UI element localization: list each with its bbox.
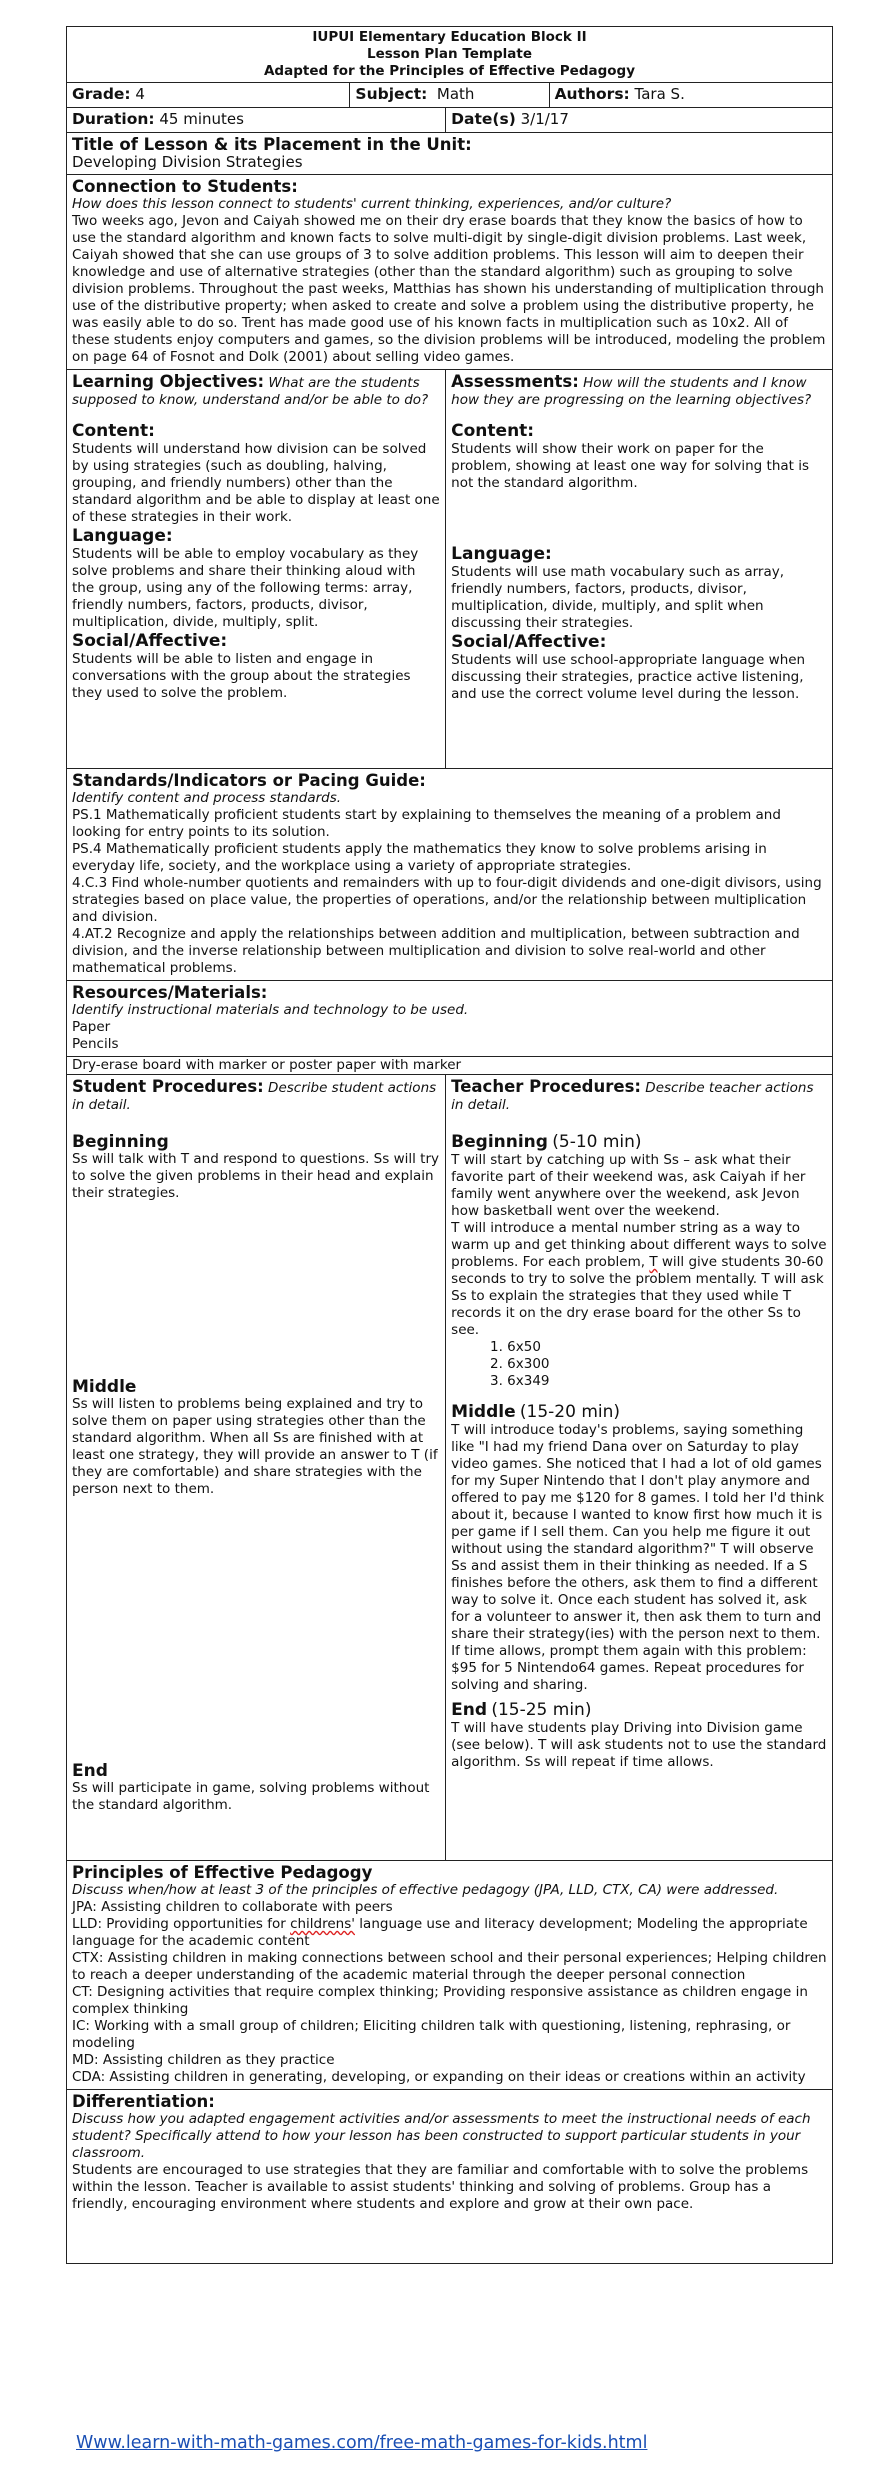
- assessments-language-label: Language:: [451, 544, 552, 564]
- lesson-title-cell: [67, 133, 833, 175]
- duration-value: 45 minutes: [159, 110, 244, 128]
- student-procedures-prompt: Describe student actions in detail.: [72, 1080, 437, 1113]
- standards-heading: Standards/Indicators or Pacing Guide:: [72, 771, 426, 790]
- pedagogy-cell: [67, 1861, 833, 2090]
- teacher-beginning-p1: T will start by catching up with Ss – ask what their favorite part of their weekend was, ask Caiyah if her family went anywhere over the weekend, ask Jevon how basketball went over the weekend.: [451, 1152, 806, 1219]
- lesson-title-value: Developing Division Strategies: [72, 153, 303, 171]
- resource-item: Pencils: [72, 1036, 119, 1052]
- differentiation-prompt: Discuss how you adapted engagement activities and/or assessments to meet the instructional needs of each student? Specifically attend to how your lesson has been constructed to support particular students in your classroom.: [72, 2111, 811, 2161]
- problem-item: 3. 6x349: [507, 1373, 827, 1390]
- student-procedures-cell: [67, 1075, 446, 1861]
- subject-value: Math: [436, 85, 475, 103]
- teacher-middle-time: (15-20 min): [519, 1402, 621, 1422]
- connection-heading: Connection to Students:: [72, 177, 298, 196]
- objectives-prompt: What are the students supposed to know, understand and/or be able to do?: [72, 375, 429, 408]
- subject-label: Subject:: [355, 85, 428, 103]
- standard-item: 4.AT.2 Recognize and apply the relationships between addition and multiplication, between subtraction and division, and the inverse relationship between multiplication and division to solve real-world and other mathematical problems.: [72, 926, 800, 976]
- problem-item: 2. 6x300: [507, 1356, 827, 1373]
- grade-label: Grade:: [72, 85, 131, 103]
- grade-value: 4: [135, 85, 145, 103]
- grade-cell: [67, 83, 350, 108]
- standard-item: PS.4 Mathematically proficient students apply the mathematics they know to solve problems arising in everyday life, society, and the workplace using a variety of appropriate strategies.: [72, 841, 767, 874]
- assessments-social: Students will use school-appropriate language when discussing their strategies, practice active listening, and use the correct volume level during the lesson.: [451, 652, 806, 702]
- assessments-social-label: Social/Affective:: [451, 632, 607, 652]
- header-block: [67, 27, 833, 83]
- assessments-heading: Assessments:: [451, 372, 579, 391]
- header-line-1: IUPUI Elementary Education Block II: [312, 29, 587, 45]
- lesson-title-heading: Title of Lesson & its Placement in the Unit:: [72, 135, 472, 154]
- authors-label: Authors:: [554, 85, 630, 103]
- duration-cell: [67, 108, 446, 133]
- standard-item: 4.C.3 Find whole-number quotients and remainders with up to four-digit dividends and one-digit divisors, using strategies based on place value, the properties of operations, and/or the relationship between multiplication and division.: [72, 875, 822, 925]
- problem-list: [451, 1339, 827, 1390]
- teacher-beginning-time: (5-10 min): [552, 1132, 642, 1152]
- teacher-beginning-label: Beginning: [451, 1132, 548, 1152]
- connection-body: Two weeks ago, Jevon and Caiyah showed me on their dry erase boards that they know the basics of how to use the standard algorithm and known facts to solve multi-digit by single-digit division problems. Last week, Caiyah showed that she can use groups of 3 to solve addition problems. This lesson will aim to deepen their knowledge and use of alternative strategies (other than the standard algorithm) such as grouping to solve division problems. Throughout the past weeks, Matthias has shown his understanding of multiplication through use of the distributive property; when asked to create and solve a problem using the distributive property, he was easily able to do so. Trent has made good use of his known facts in multiplication such as 10x2. All of these students enjoy computers and games, so the division problems will be introduced, modeling the problem on page 64 of Fosnot and Dolk (2001) about selling video games.: [72, 213, 826, 365]
- student-middle: Ss will listen to problems being explained and try to solve them on paper using strategies other than the standard algorithm. When all Ss are finished with at least one strategy, they will provide an answer to T (if they are comfortable) and share strategies with the person next to them.: [72, 1396, 438, 1497]
- authors-cell: [549, 83, 832, 108]
- dates-cell: [446, 108, 833, 133]
- differentiation-heading: Differentiation:: [72, 2092, 215, 2111]
- assessments-prompt: How will the students and I know how they are progressing on the learning objectives?: [451, 375, 812, 408]
- problem-item: 1. 6x50: [507, 1339, 827, 1356]
- teacher-procedures-cell: [446, 1075, 833, 1861]
- pedagogy-heading: Principles of Effective Pedagogy: [72, 1863, 373, 1882]
- duration-label: Duration:: [72, 110, 155, 128]
- pedagogy-ic: IC: Working with a small group of children; Eliciting children talk with questioning, listening, rephrasing, or modeling: [72, 2018, 791, 2051]
- student-beginning-label: Beginning: [72, 1132, 169, 1152]
- teacher-beginning-p2: T will introduce a mental number string as a way to warm up and get thinking about different ways to solve problems. For each problem, T will give students 30-60 seconds to try to solve the problem mentally. T will ask Ss to explain the strategies that they used while T records it on the dry erase board for the other Ss to see.: [451, 1220, 827, 1338]
- objectives-social: Students will be able to listen and engage in conversations with the group about the strategies they used to solve the problem.: [72, 651, 411, 701]
- objectives-content-label: Content:: [72, 421, 155, 441]
- resources-heading: Resources/Materials:: [72, 983, 268, 1002]
- resources-cell: [67, 981, 833, 1057]
- pedagogy-jpa: JPA: Assisting children to collaborate with peers: [72, 1899, 393, 1915]
- objectives-social-label: Social/Affective:: [72, 631, 228, 651]
- connection-cell: [67, 175, 833, 370]
- teacher-procedures-heading: Teacher Procedures:: [451, 1077, 641, 1096]
- objectives-content: Students will understand how division can be solved by using strategies (such as doubling, halving, grouping, and friendly numbers) other than the standard algorithm and be able to display at least one of these strategies in their work.: [72, 441, 440, 525]
- pedagogy-prompt: Discuss when/how at least 3 of the principles of effective pedagogy (JPA, LLD, CTX, CA) were addressed.: [72, 1882, 779, 1898]
- standards-cell: [67, 769, 833, 981]
- pedagogy-ct: CT: Designing activities that require complex thinking; Providing responsive assistance as children engage in complex thinking: [72, 1984, 808, 2017]
- assessments-cell: [446, 370, 833, 769]
- authors-value: Tara S.: [634, 85, 685, 103]
- footer-link[interactable]: Www.learn-with-math-games.com/free-math-games-for-kids.html: [76, 2433, 648, 2453]
- header-line-2: Lesson Plan Template: [366, 46, 532, 62]
- header-line-3: Adapted for the Principles of Effective Pedagogy: [263, 63, 635, 79]
- subject-cell: [350, 83, 549, 108]
- student-procedures-heading: Student Procedures:: [72, 1077, 264, 1096]
- teacher-end: T will have students play Driving into Division game (see below). T will ask students not to use the standard algorithm. Ss will repeat if time allows.: [451, 1720, 827, 1770]
- student-beginning: Ss will talk with T and respond to questions. Ss will try to solve the given problems in their head and explain their strategies.: [72, 1151, 439, 1201]
- resources-extra-cell: [67, 1057, 833, 1075]
- teacher-middle-label: Middle: [451, 1402, 516, 1422]
- lesson-plan-table: [66, 26, 833, 2264]
- resource-item: Paper: [72, 1019, 111, 1035]
- teacher-middle: T will introduce today's problems, saying something like "I had my friend Dana over on Saturday to play video games. She noticed that I had a lot of old games for my Super Nintendo that I don't play anymore and offered to pay me $120 for 8 games. I told her I'd think about it, because I wanted to know first how much it is per game if I sell them. Can you help me figure it out without using the standard algorithm?" T will observe Ss and assist them in their thinking as needed. If a S finishes before the others, ask them to find a different way to solve it. Once each student has solved it, ask for a volunteer to answer it, then ask them to turn and share their strategy(ies) with the person next to them. If time allows, prompt them again with this problem: $95 for 5 Nintendo64 games. Repeat procedures for solving and sharing.: [451, 1422, 825, 1693]
- standard-item: PS.1 Mathematically proficient students start by explaining to themselves the meaning of a problem and looking for entry points to its solution.: [72, 807, 781, 840]
- pedagogy-lld: LLD: Providing opportunities for childrens' language use and literacy development; Modeling the appropriate language for the academic content: [72, 1916, 808, 1949]
- standards-prompt: Identify content and process standards.: [72, 790, 342, 806]
- lesson-plan-page: [66, 26, 833, 2264]
- assessments-content-label: Content:: [451, 421, 535, 441]
- objectives-language: Students will be able to employ vocabulary as they solve problems and share their thinking aloud with the group, using any of the following terms: array, friendly numbers, factors, products, divisor, multiplication, divide, multiply, split.: [72, 546, 419, 630]
- dates-value: 3/1/17: [520, 110, 569, 128]
- assessments-content: Students will show their work on paper for the problem, showing at least one way for solving that is not the standard algorithm.: [451, 441, 810, 491]
- student-middle-block: [72, 1379, 440, 1498]
- objectives-heading: Learning Objectives:: [72, 372, 265, 391]
- objectives-cell: [67, 370, 446, 769]
- student-end-label: End: [72, 1761, 108, 1781]
- resource-extra: Dry-erase board with marker or poster paper with marker: [72, 1057, 462, 1073]
- differentiation-body: Students are encouraged to use strategies that they are familiar and comfortable with to solve the problems within the lesson. Teacher is available to assist students' thinking and solving of problems. Group has a friendly, encouraging environment where students and explore and grow at their own pace.: [72, 2162, 809, 2212]
- connection-prompt: How does this lesson connect to students' current thinking, experiences, and/or culture?: [72, 196, 672, 212]
- objectives-language-label: Language:: [72, 526, 173, 546]
- teacher-procedures-prompt: Describe teacher actions in detail.: [451, 1080, 814, 1113]
- pedagogy-cda: CDA: Assisting children in generating, developing, or expanding on their ideas or creations within an activity: [72, 2069, 806, 2085]
- teacher-end-time: (15-25 min): [491, 1700, 592, 1720]
- assessments-language: Students will use math vocabulary such as array, friendly numbers, factors, products, divisor, multiplication, divide, multiply, and split when discussing their strategies.: [451, 564, 785, 631]
- teacher-end-label: End: [451, 1700, 488, 1720]
- differentiation-cell: [67, 2090, 833, 2264]
- student-end-block: [72, 1763, 440, 1814]
- pedagogy-md: MD: Assisting children as they practice: [72, 2052, 335, 2068]
- resources-prompt: Identify instructional materials and technology to be used.: [72, 1002, 469, 1018]
- student-end: Ss will participate in game, solving problems without the standard algorithm.: [72, 1780, 430, 1813]
- student-middle-label: Middle: [72, 1377, 137, 1397]
- pedagogy-ctx: CTX: Assisting children in making connections between school and their personal experiences; Helping children to reach a deeper understanding of the academic material through the deeper personal connection: [72, 1950, 827, 1983]
- dates-label: Date(s): [451, 110, 516, 128]
